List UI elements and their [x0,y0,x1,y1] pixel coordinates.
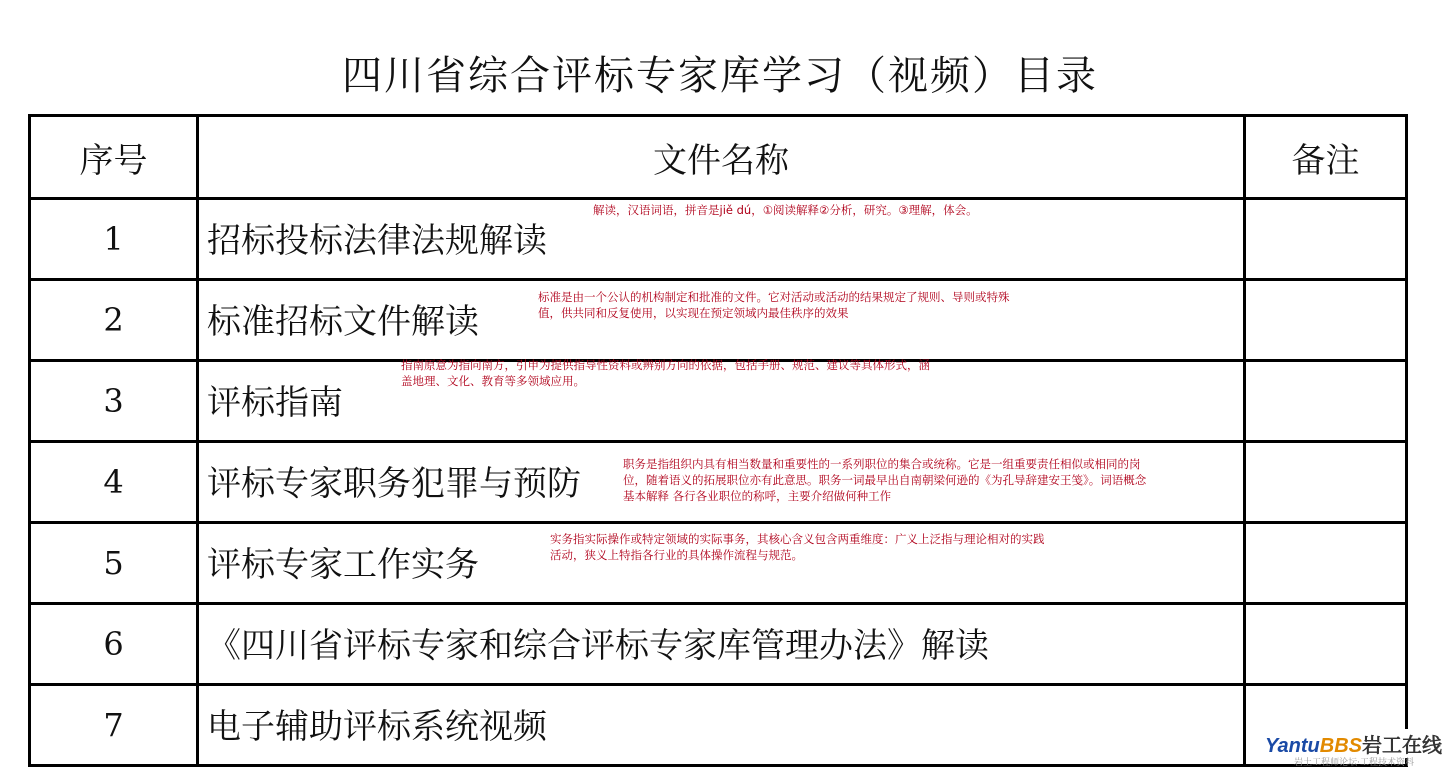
annotation-duty: 职务是指组织内具有相当数量和重要性的一系列职位的集合或统称。它是一组重要责任相似或相同的岗 位，随着语义的拓展职位亦有此意思。职务一词最早出自南朝梁何逊的《为孔导辞建安王笺》。词语概念 基本解释 各行各业职位的称呼，主要介绍做何种工作 [623,457,1147,503]
row-name: 评标专家职务犯罪与预防 [207,464,581,504]
row-name: 标准招标文件解读 [207,302,479,342]
row-index: 6 [30,604,198,685]
header-file-name: 文件名称 [198,116,1245,199]
watermark-logo: YantuBBS岩工在线 [1261,729,1446,758]
row-remarks [1245,361,1407,442]
row-name-cell [198,604,1245,685]
row-remarks [1245,199,1407,280]
row-name: 招标投标法律法规解读 [207,221,547,261]
table-row [30,604,1407,685]
table-header-row [30,116,1407,199]
table-row [30,685,1407,766]
annotation-guide: 指南原意为指向南方，引申为提供指导性资料或辨别方向的依据，包括手册、规范、建议等具体形式，涵 盖地理、文化、教育等多领域应用。 [401,358,930,388]
header-remarks: 备注 [1245,116,1407,199]
row-name-cell [198,685,1245,766]
row-index: 7 [30,685,198,766]
row-index: 1 [30,199,198,280]
row-index: 5 [30,523,198,604]
row-index: 3 [30,361,198,442]
row-index: 4 [30,442,198,523]
row-index: 2 [30,280,198,361]
row-name: 评标专家工作实务 [207,545,479,585]
row-remarks [1245,442,1407,523]
annotation-standard: 标准是由一个公认的机构制定和批准的文件。它对活动或活动的结果规定了规则、导则或特殊 值，供共同和反复使用，以实现在预定领域内最佳秩序的效果 [538,290,1010,320]
annotation-interpretation: 解读，汉语词语，拼音是jiě dú，①阅读解释②分析，研究。③理解，体会。 [593,203,978,217]
watermark-subtitle: 岩土工程师论坛·工程技术资料 [1294,758,1414,768]
row-remarks [1245,604,1407,685]
row-name: 评标指南 [207,383,343,423]
annotation-practice: 实务指实际操作或特定领域的实际事务，其核心含义包含两重维度：广义上泛指与理论相对的实践 活动，狭义上特指各行业的具体操作流程与规范。 [550,532,1045,562]
row-remarks [1245,523,1407,604]
row-name: 《四川省评标专家和综合评标专家库管理办法》解读 [207,626,989,666]
row-remarks [1245,280,1407,361]
page-title: 四川省综合评标专家库学习（视频）目录 [342,53,1098,99]
header-index: 序号 [30,116,198,199]
row-name: 电子辅助评标系统视频 [207,707,547,747]
